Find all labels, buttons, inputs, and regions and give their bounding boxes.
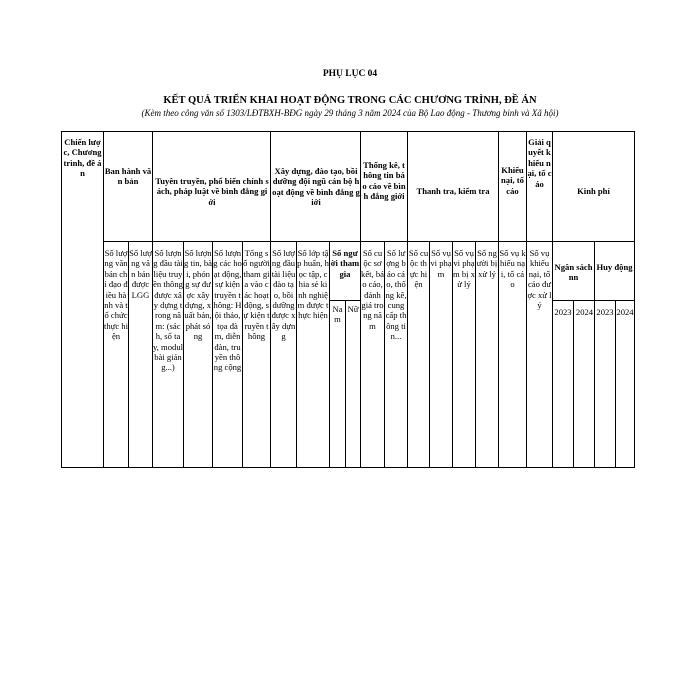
header-program: Chiến lược, Chương trình, đề án	[63, 137, 102, 179]
col-insp-violations: Số vụ vi phạm	[430, 248, 452, 279]
col-comm-participants: Tổng số người tham gia vào các hoạt động, sự kiện truyền thông	[243, 248, 270, 342]
header-resolution: Giải quyết khiếu nại, tố cáo	[527, 137, 552, 189]
document-title: KẾT QUẢ TRIỂN KHAI HOẠT ĐỘNG TRONG CÁC CHƯƠNG TRÌNH, ĐỀ ÁN	[163, 95, 537, 106]
header-statistics: Thống kê, thông tin báo cáo về bình đẳng giới	[362, 160, 406, 202]
col-insp-count: Số cuộc thực hiện	[408, 248, 429, 290]
col-complaint-count: Số vụ khiếu nại, tố cáo	[499, 248, 526, 290]
col-budget-state: Ngân sách nn	[554, 262, 593, 283]
col-insp-handled: Số vụ vi phạm bị xử lý	[453, 248, 475, 290]
col-male: Nam	[332, 304, 343, 325]
year-budget-state-2: 2024	[575, 307, 594, 317]
col-train-participants: Số người tham gia	[330, 248, 360, 279]
header-inspection: Thanh tra, kiểm tra	[416, 186, 490, 196]
col-comm-materials: Số lượng đầu tài liệu truyền thông được xây dựng trong năm: (sách, sổ tay, modul bài giảng...)	[153, 248, 183, 373]
col-train-classes: Số lớp tập huấn, học tập, chia sẻ kinh nghiệm được thực hiện	[297, 248, 329, 321]
col-train-materials: Số lượng đầu tài liệu đào tạo, bồi dưỡng được xây dựng	[271, 248, 296, 342]
col-insp-persons: Số người bị xử lý	[476, 248, 498, 279]
col-stat-reports: Số cuộc sơ kết, báo cáo, đánh giá trong năm	[361, 248, 384, 331]
appendix-label: PHỤ LỤC 04	[322, 69, 378, 79]
col-resolution-count: Số vụ khiếu nại, tố cáo được xử lý	[527, 248, 552, 311]
header-communication: Tuyên truyền, phổ biến chính sách, pháp luật về bình đẳng giới	[155, 176, 269, 207]
year-budget-mobilized-2: 2024	[616, 307, 634, 317]
document-subtitle: (Kèm theo công văn số 1303/LĐTBXH-BĐG ngày 29 tháng 3 năm 2024 của Bộ Lao động - Thương binh và Xã hội)	[141, 108, 559, 118]
col-comm-news: Số lượng tin, bài, phóng sự được xây dựng, xuất bản, phát sóng	[184, 248, 212, 342]
header-complaints: Khiếu nại, tố cáo	[501, 165, 524, 196]
header-documents: Ban hành văn bản	[104, 166, 152, 187]
col-budget-mobilized: Huy động	[596, 262, 633, 272]
col-stat-info: Số lượng báo cáo, thống kê, cung cấp thông tin...	[385, 248, 407, 342]
col-female: Nữ	[347, 304, 359, 314]
col-comm-events: Số lượng các hoạt động, sự kiện truyền thông: Hội thảo, tọa đàm, diễn đàn, truyền thông cộng	[213, 248, 242, 373]
header-funding: Kinh phí	[577, 186, 610, 196]
year-budget-mobilized-1: 2023	[596, 307, 614, 317]
col-docs-guidance: Số lượng văn bản chỉ đạo điều hành và tổ chức thực hiện	[104, 248, 128, 342]
year-budget-state-1: 2023	[554, 307, 572, 317]
header-training: Xây dựng, đào tạo, bồi dưỡng đội ngũ cán bộ hoạt động về bình đẳng giới	[272, 166, 360, 208]
col-docs-lgg: Số lượng văn bản được LGG	[129, 248, 152, 300]
